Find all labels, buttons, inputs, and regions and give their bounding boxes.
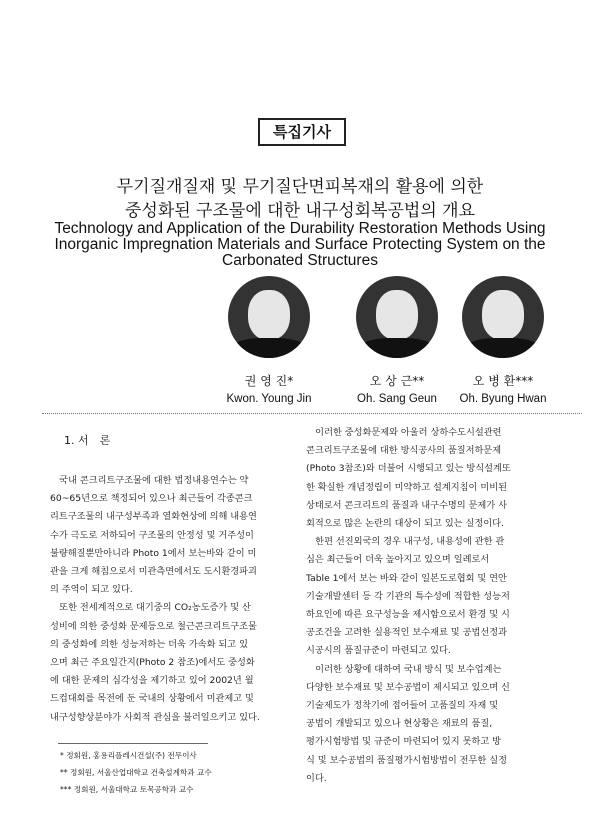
section-heading: 1. 서 론: [64, 434, 111, 447]
text-line: 수가 극도로 저하되어 구조물의 안정성 및 거주성이: [50, 529, 254, 541]
left-column: [50, 472, 295, 727]
footnote-3: *** 정회원, 서울대학교 토목공학과 교수: [60, 785, 194, 794]
author-2: [342, 276, 452, 405]
footnote-1: * 정회원, 홍용리플레시건설(주) 전무이사: [60, 751, 197, 760]
section-badge: 특집기사: [258, 118, 346, 146]
text-line: 불량해질뿐만아니라 Photo 1에서 보는바와 같이 미: [50, 547, 257, 559]
text-line: 이러한 상황에 대하여 국내 방식 및 보수업계는: [306, 663, 502, 675]
author-name-en: Oh. Byung Hwan: [459, 393, 547, 405]
text-line: 이러한 중성화문제와 아울러 상하수도시설관련: [306, 427, 502, 438]
text-line: 공조건을 고려한 실용적인 보수재료 및 공법선정과: [306, 627, 507, 639]
author-name-kr: 권 영 진*: [244, 374, 294, 388]
text-line: 다양한 보수재료 및 보수공법이 제시되고 있으며 신: [306, 681, 510, 693]
text-line: 의 주역이 되고 있다.: [50, 584, 133, 596]
text-line: 으며 최근 주요일간지(Photo 2 참조)에서도 중성화: [50, 657, 255, 669]
author-name-kr: 오 상 근**: [369, 374, 425, 388]
author-name-kr: 오 병 환***: [472, 374, 534, 388]
text-line: 60~65년으로 책정되어 있으나 최근들어 각종콘크: [50, 493, 253, 505]
author-photo: [356, 276, 438, 358]
footnote-2: ** 정회원, 서울산업대학교 건축설계학과 교수: [60, 768, 212, 777]
text-line: 식 및 보수공법의 품질평가시험방법이 전무한 실정: [306, 754, 507, 766]
text-line: 드컵대회를 목전에 둔 국내의 상황에서 미관제고 및: [50, 693, 254, 705]
title-en-line-1: Technology and Application of the Durability Restoration Methods Using: [54, 220, 546, 237]
text-line: 콘크리트구조물에 대한 방식공사의 품질저하문제: [306, 445, 502, 457]
text-line: (Photo 3참조)와 더불어 시행되고 있는 방식설계또: [306, 463, 511, 475]
text-line: Table 1에서 보는 바와 같이 일본도로협회 및 연안: [306, 572, 507, 584]
footnote-divider: [58, 743, 208, 744]
text-line: 한편 선진외국의 경우 내구성, 내용성에 관한 관: [306, 536, 505, 548]
title-en-line-3: Carbonated Structures: [222, 252, 378, 269]
title-kr-line-1: 무기질개질재 및 무기질단면피복재의 활용에 의한: [116, 177, 484, 197]
text-line: 기술개발센터 등 각 기관의 특수성에 적합한 성능저: [306, 590, 510, 602]
author-photo: [228, 276, 310, 358]
author-3: [448, 276, 558, 405]
author-1: [214, 276, 324, 405]
title-en-line-2: Inorganic Impregnation Materials and Surface Protecting System on the: [54, 236, 546, 253]
text-line: 국내 콘크리트구조물에 대한 법정내용연수는 약: [50, 475, 249, 486]
text-line: 성비에 의한 중성화 문제등으로 철근콘크리트구조물: [50, 620, 257, 632]
text-line: 의 중성화에 의한 성능저하는 더욱 가속화 되고 있: [50, 638, 248, 650]
author-photo: [462, 276, 544, 358]
author-name-en: Oh. Sang Geun: [357, 393, 437, 405]
author-name-en: Kwon. Young Jin: [226, 393, 312, 405]
text-line: 공법이 개발되고 있으나 현상황은 재료의 품질,: [306, 718, 493, 730]
text-line: 시공시의 품질규준이 마련되고 있다.: [306, 645, 451, 657]
text-line: 심은 최근들어 더욱 높아지고 있으며 일례로서: [306, 554, 490, 566]
title-kr-line-2: 중성화된 구조물에 대한 내구성회복공법의 개요: [124, 201, 476, 221]
text-line: 평가시험방법 및 규준이 마련되어 있지 못하고 방: [306, 736, 502, 748]
text-line: 이다.: [306, 772, 327, 784]
text-line: 에 대한 문제의 심각성을 제기하고 있어 2002년 월: [50, 675, 254, 687]
right-column: [306, 424, 568, 788]
text-line: 리트구조물의 내구성부족과 열화현상에 의해 내용연: [50, 511, 257, 523]
text-line: 관을 크게 해침으로서 미관측면에서도 도시환경파괴: [50, 566, 257, 578]
text-line: 회적으로 많은 논란의 대상이 되고 있는 실정이다.: [306, 518, 504, 530]
header-divider: [42, 413, 582, 414]
text-line: 내구성향상분야가 사회적 관심을 불러일으키고 있다.: [50, 711, 260, 723]
text-line: 기술제도가 정착기에 접어들어 고품질의 자재 및: [306, 700, 499, 712]
text-line: 한 확실한 개념정립이 미약하고 설계지침이 미비된: [306, 481, 507, 493]
text-line: 하요인에 따른 요구성능을 제시함으로서 환경 및 시: [306, 609, 510, 621]
text-line: 또한 전세계적으로 대기중의 CO₂농도증가 및 산: [50, 602, 251, 614]
text-line: 상태로서 콘크리트의 품질과 내구수명의 문제가 사: [306, 499, 507, 511]
